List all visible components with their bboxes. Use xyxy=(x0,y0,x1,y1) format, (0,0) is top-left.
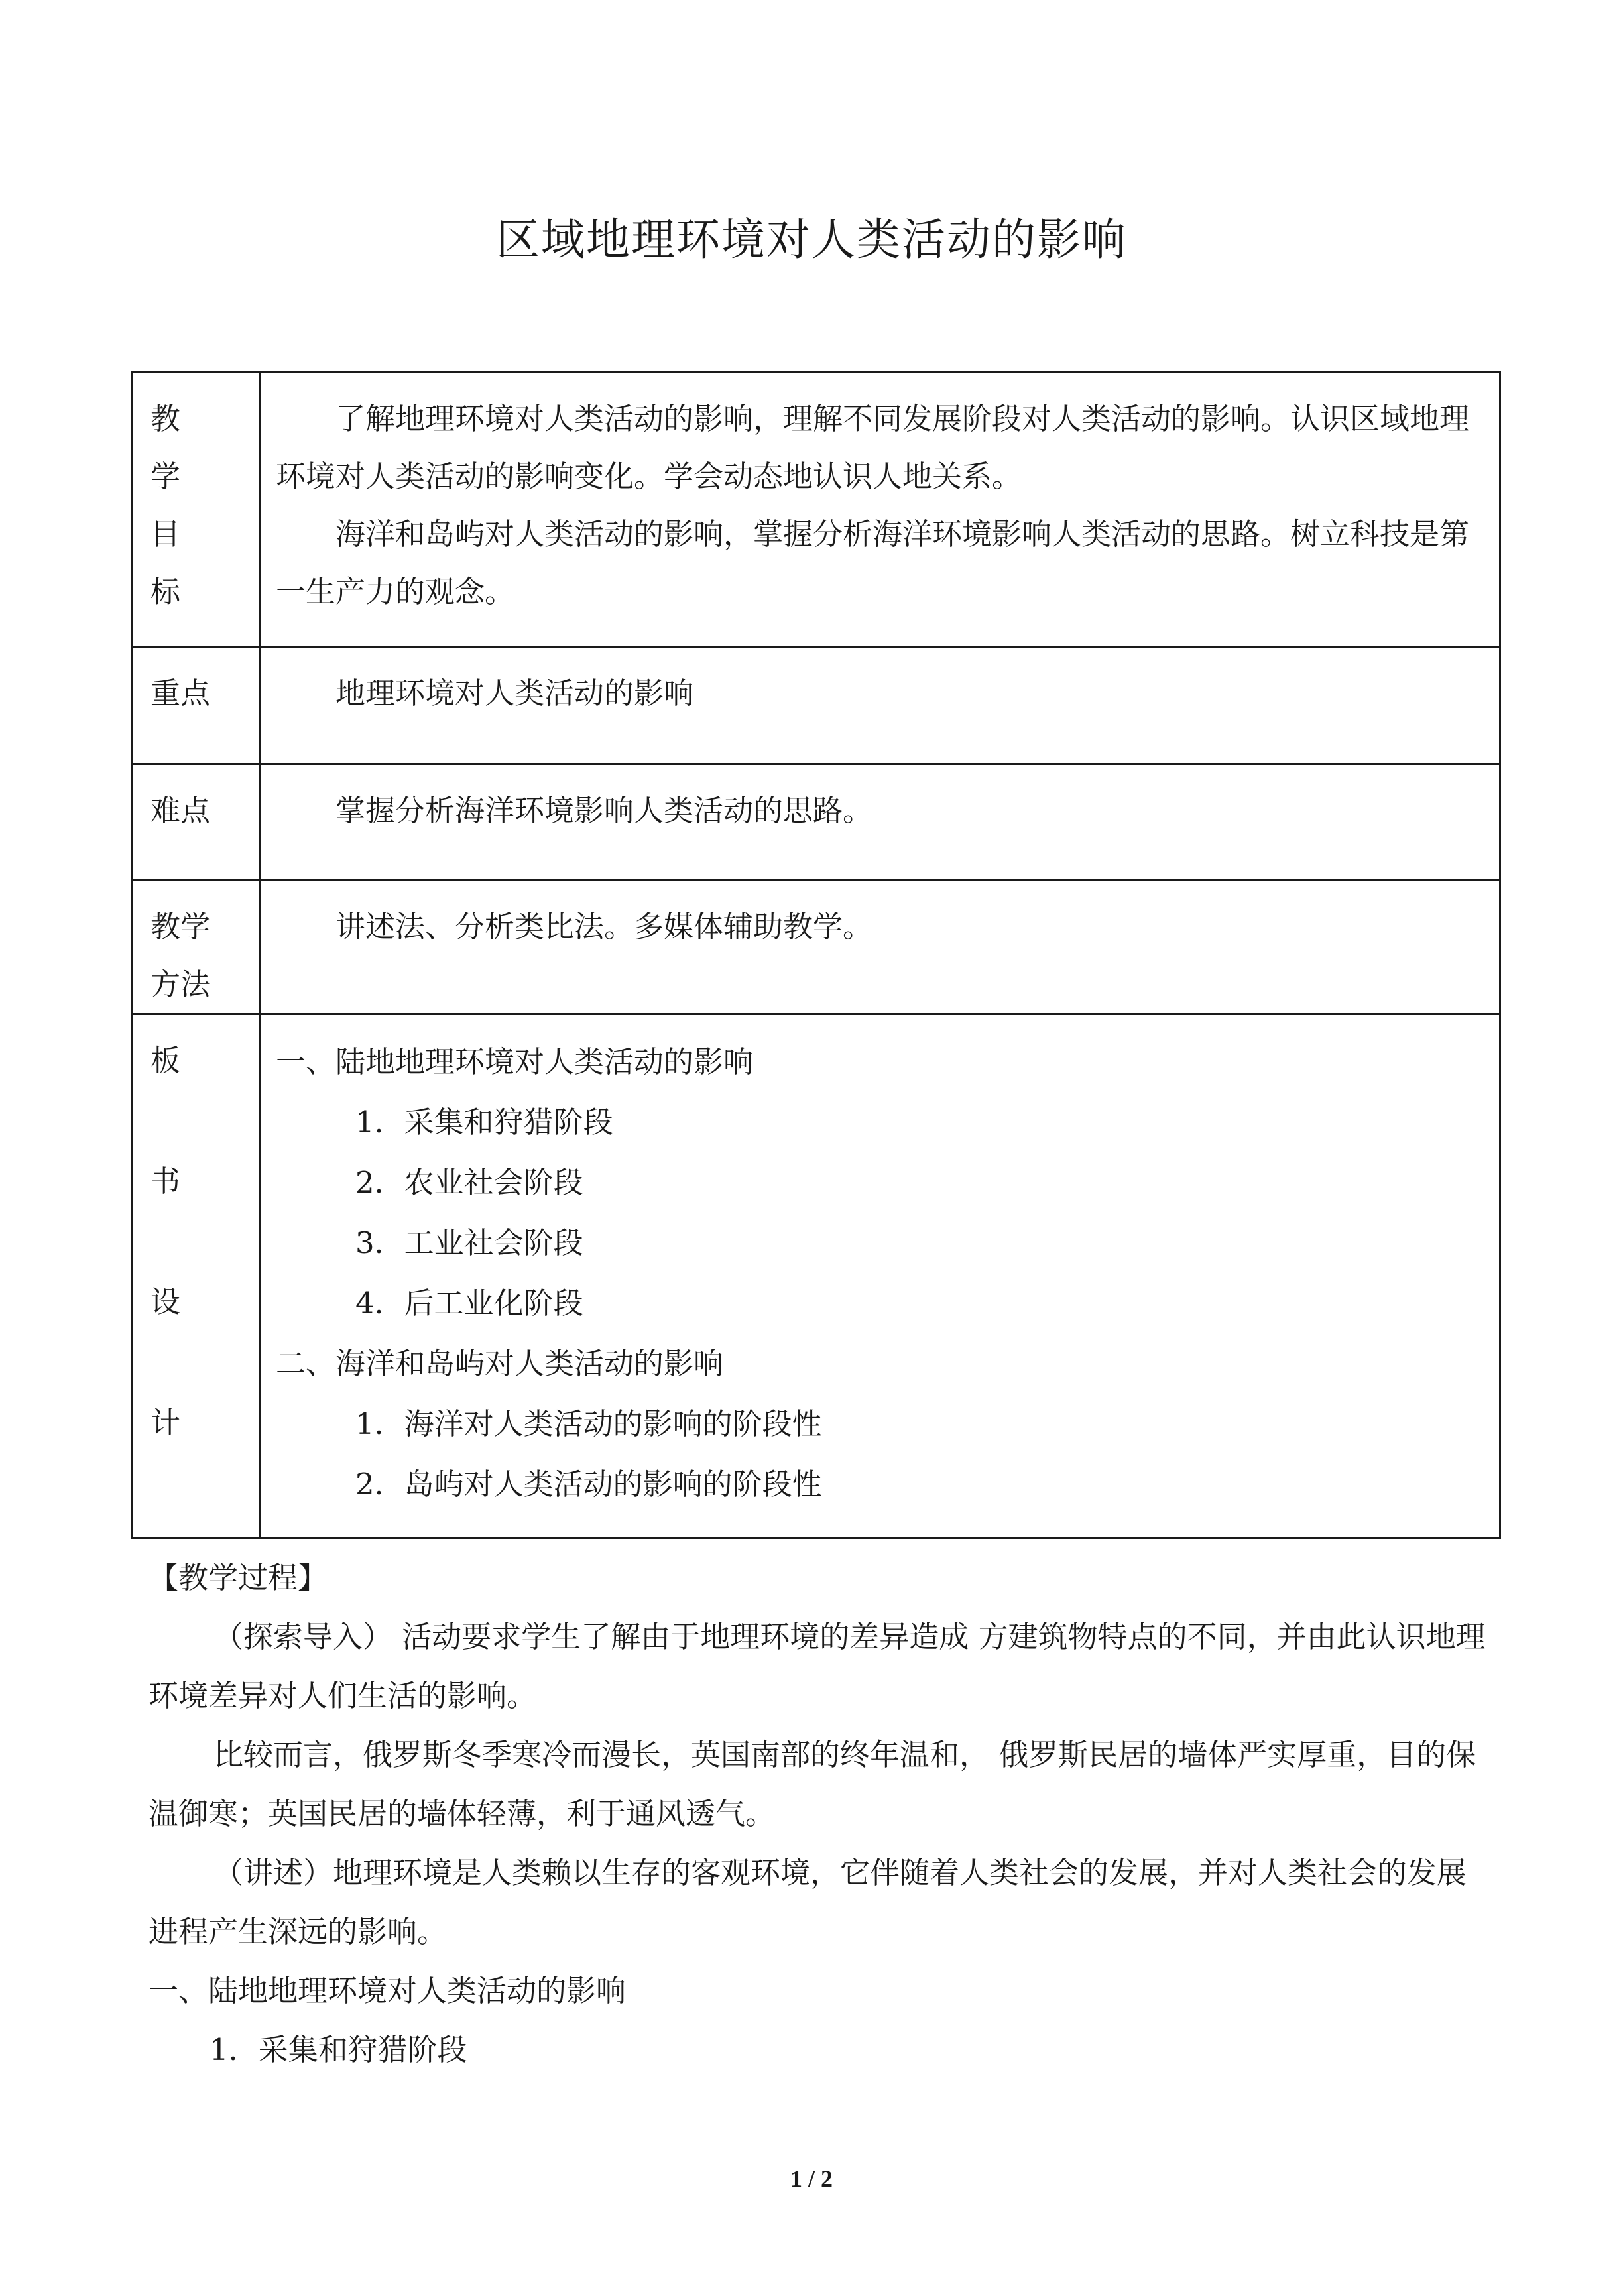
board-item: 4．后工业化阶段 xyxy=(355,1286,583,1321)
objectives-row xyxy=(133,373,1500,647)
objectives-paragraph: 了解地理环境对人类活动的影响，理解不同发展阶段对人类活动的影响。认识区域地理环境对人类活动的影响变化。学会动态地认识人地关系。 xyxy=(276,401,1470,494)
board-design-content xyxy=(261,1014,1500,1538)
lesson-plan-table xyxy=(131,371,1501,1539)
difficulty-text: 掌握分析海洋环境影响人类活动的思路。 xyxy=(335,793,873,828)
process-paragraph: 比较而言，俄罗斯冬季寒冷而漫长，英国南部的终年温和， 俄罗斯民居的墙体严实厚重，目的保温御寒；英国民居的墙体轻薄，利于通风透气。 xyxy=(149,1737,1476,1831)
process-heading: 【教学过程】 xyxy=(149,1560,328,1595)
label-char: 目 xyxy=(150,516,181,552)
process-section-heading: 一、陆地地理环境对人类活动的影响 xyxy=(149,1973,627,2008)
page-number: 1 / 2 xyxy=(790,2165,833,2192)
label-char: 书 xyxy=(150,1164,181,1199)
difficulty-row xyxy=(133,764,1500,880)
method-label xyxy=(133,880,261,1014)
difficulty-label: 难点 xyxy=(133,764,261,880)
label-char: 板 xyxy=(150,1043,181,1078)
process-subheading: 1．采集和狩猎阶段 xyxy=(210,2032,467,2067)
teaching-process xyxy=(149,1548,1494,2079)
board-design-label xyxy=(133,1014,261,1538)
board-heading: 一、陆地地理环境对人类活动的影响 xyxy=(276,1044,754,1079)
objectives-paragraph: 海洋和岛屿对人类活动的影响，掌握分析海洋环境影响人类活动的思路。树立科技是第一生产力的观念。 xyxy=(276,516,1470,609)
board-heading: 二、海洋和岛屿对人类活动的影响 xyxy=(276,1346,724,1381)
document-title: 区域地理环境对人类活动的影响 xyxy=(496,214,1127,265)
process-paragraph: （探索导入） 活动要求学生了解由于地理环境的差异造成 方建筑物特点的不同，并由此认识地理环境差异对人们生活的影响。 xyxy=(149,1619,1486,1713)
label-line: 教学 xyxy=(150,909,211,944)
board-item: 2．农业社会阶段 xyxy=(355,1165,583,1200)
label-line: 方法 xyxy=(150,967,211,1002)
objectives-content xyxy=(261,373,1500,647)
board-item: 3．工业社会阶段 xyxy=(355,1225,583,1260)
objectives-label xyxy=(133,373,261,647)
key-point-text: 地理环境对人类活动的影响 xyxy=(335,676,694,711)
label-char: 标 xyxy=(150,574,181,609)
label-char: 设 xyxy=(150,1284,181,1319)
key-point-label: 重点 xyxy=(133,647,261,764)
label-char: 计 xyxy=(150,1405,181,1440)
board-design-row xyxy=(133,1014,1500,1538)
label-char: 教 xyxy=(150,401,181,436)
method-text: 讲述法、分析类比法。多媒体辅助教学。 xyxy=(335,909,873,944)
label-char: 学 xyxy=(150,459,181,494)
key-point-row xyxy=(133,647,1500,764)
board-item: 1．采集和狩猎阶段 xyxy=(355,1105,613,1140)
method-row xyxy=(133,880,1500,1014)
board-item: 2．岛屿对人类活动的影响的阶段性 xyxy=(355,1467,822,1502)
process-paragraph: （讲述）地理环境是人类赖以生存的客观环境，它伴随着人类社会的发展，并对人类社会的发展进程产生深远的影响。 xyxy=(149,1855,1467,1949)
board-item: 1．海洋对人类活动的影响的阶段性 xyxy=(355,1406,822,1441)
